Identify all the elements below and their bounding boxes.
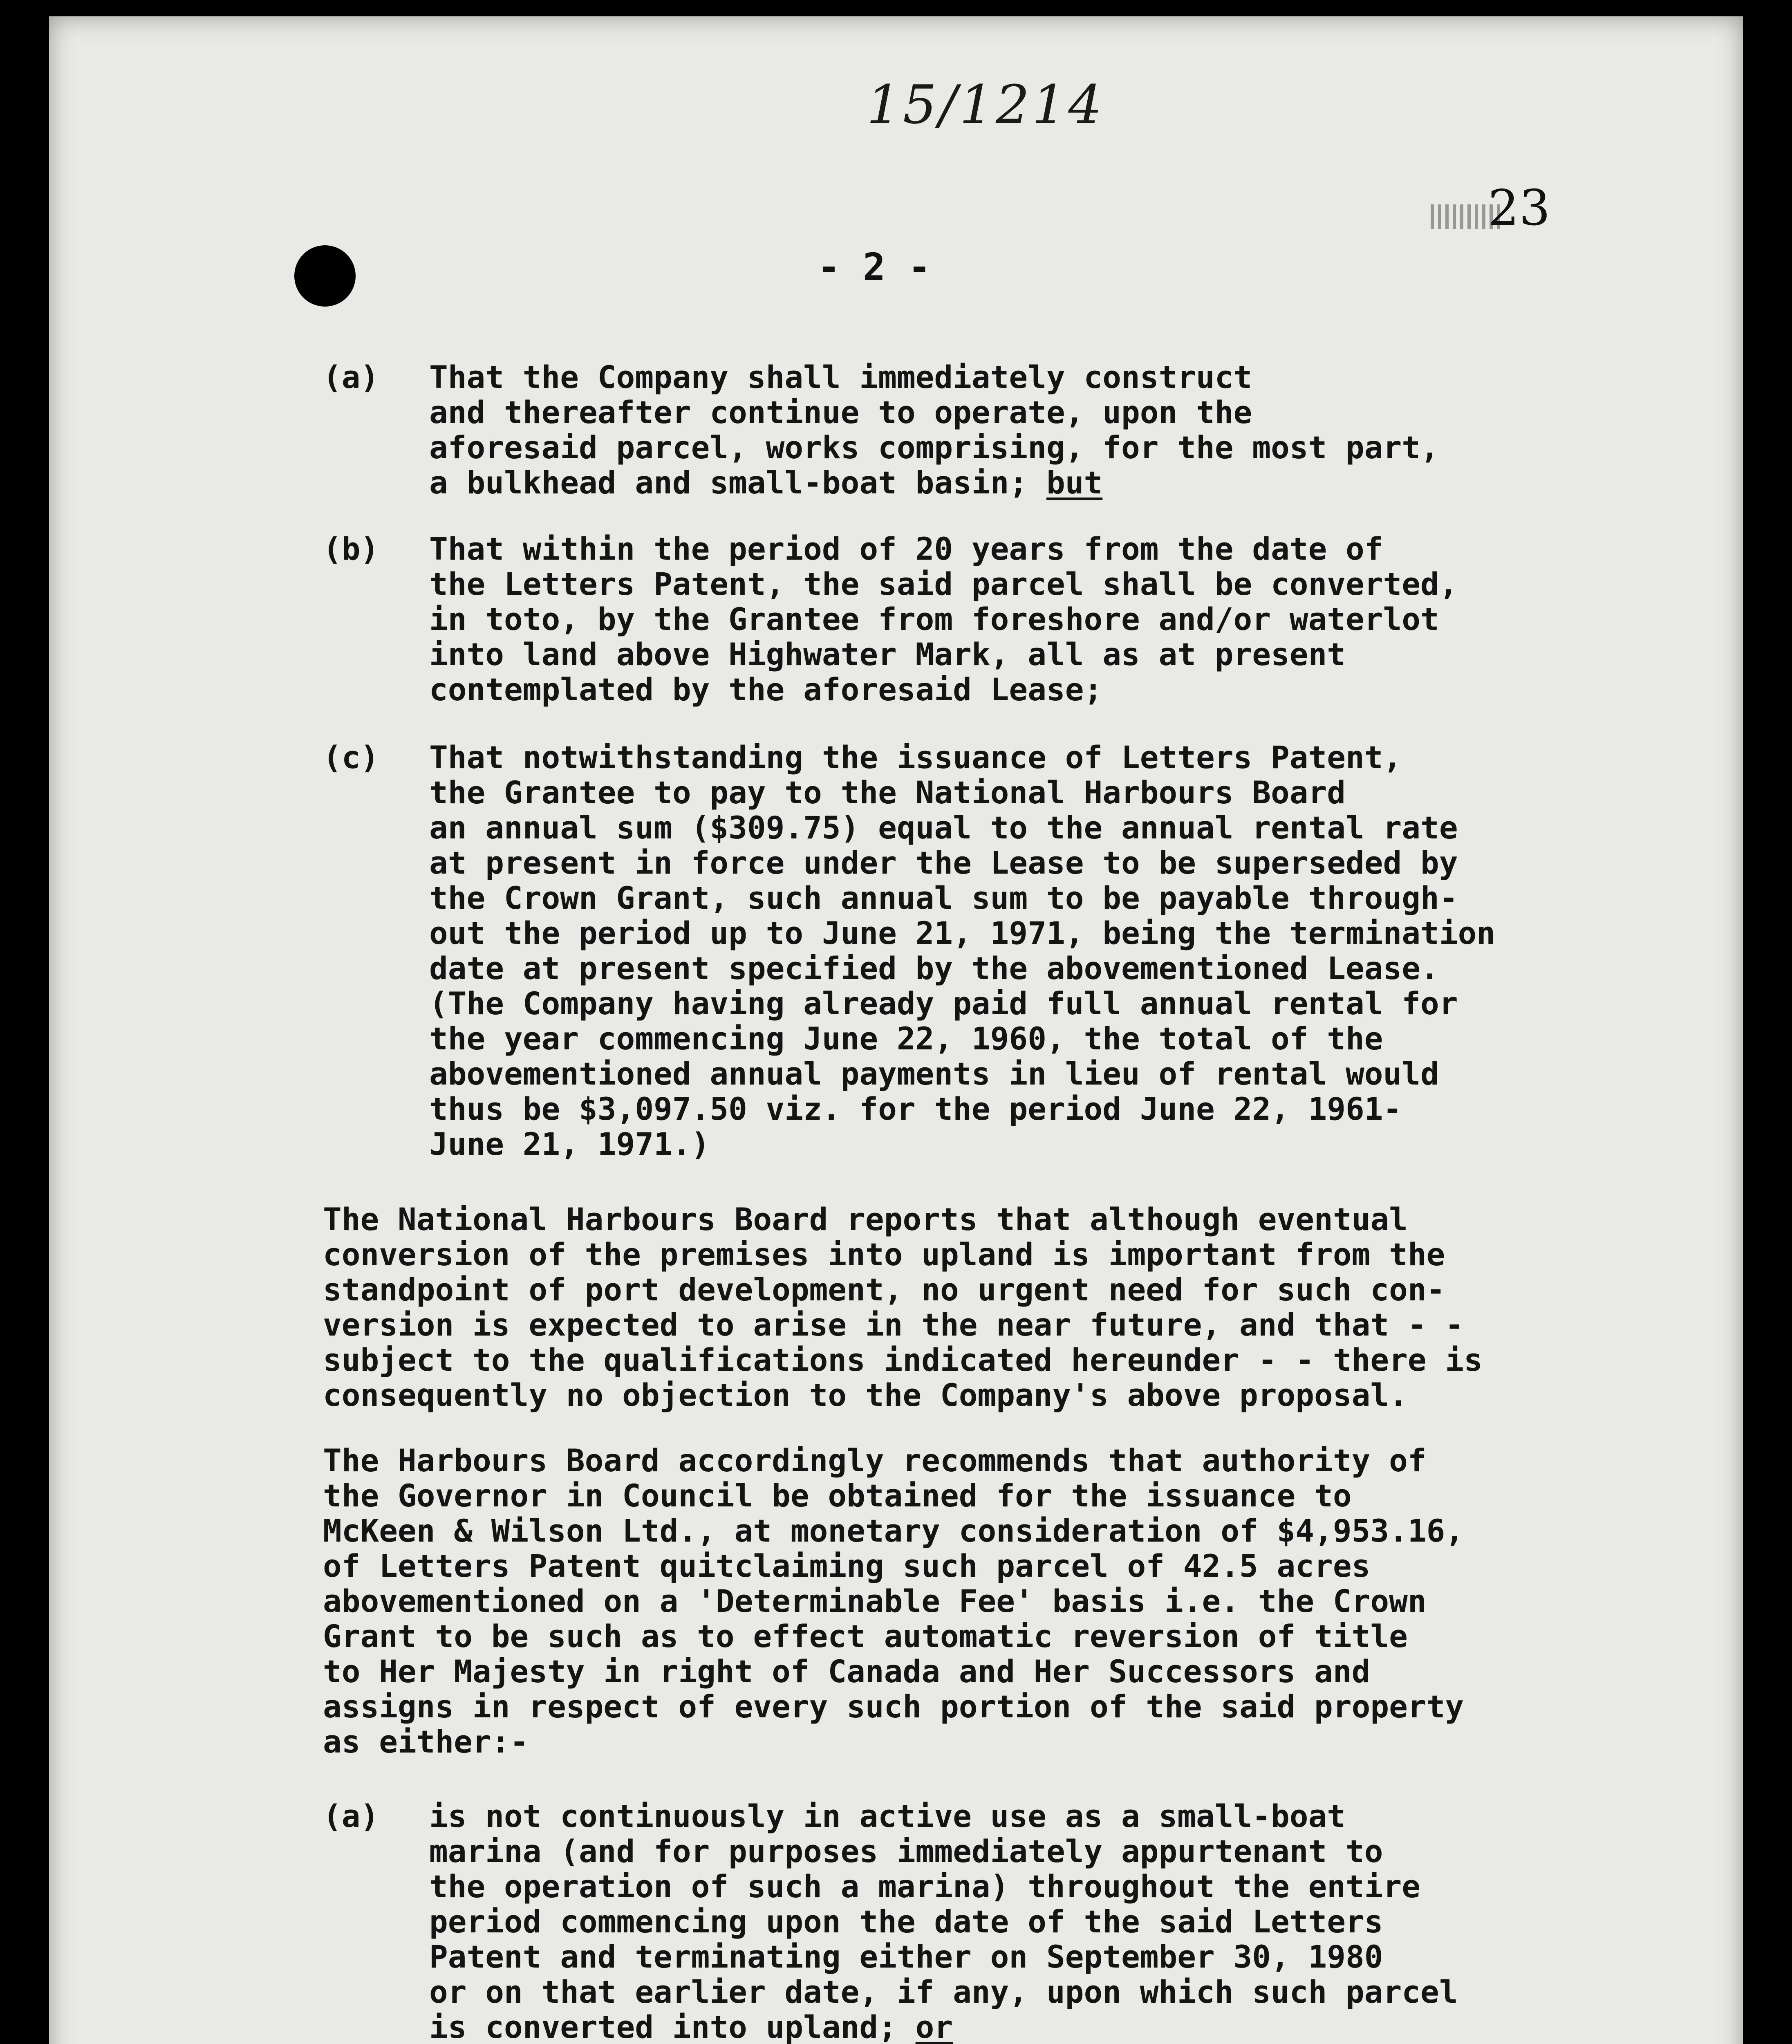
item-line: an annual sum ($309.75) equal to the annual rental rate	[429, 809, 1458, 846]
item-line: or on that earlier date, if any, upon which such parcel	[429, 1974, 1458, 2010]
paragraph-line: The Harbours Board accordingly recommends that authority of	[323, 1442, 1427, 1479]
item-line: contemplated by the aforesaid Lease;	[429, 671, 1103, 708]
item-line: and thereafter continue to operate, upon the	[429, 394, 1252, 430]
underlined-conjunction: but	[1046, 464, 1103, 501]
paragraph-recommendation	[323, 1443, 1651, 1759]
item-line: is not continuously in active use as a small-boat	[429, 1798, 1346, 1834]
paragraph-line: of Letters Patent quitclaiming such parcel of 42.5 acres	[323, 1548, 1371, 1584]
handwritten-file-reference: 15/1214	[867, 74, 1105, 136]
item-line: is converted into upland;	[429, 2009, 897, 2044]
paragraph-report	[323, 1202, 1651, 1413]
paragraph-line: as either:-	[323, 1724, 529, 1760]
paragraph-line: conversion of the premises into upland is important from the	[323, 1236, 1445, 1273]
paragraph-line: abovementioned on a 'Determinable Fee' basis i.e. the Crown	[323, 1583, 1427, 1619]
item-line: That within the period of 20 years from the date of	[429, 531, 1383, 567]
item-line: That notwithstanding the issuance of Letters Patent,	[429, 739, 1402, 775]
item-line: the Grantee to pay to the National Harbours Board	[429, 774, 1346, 811]
item-line: (The Company having already paid full annual rental for	[429, 985, 1458, 1022]
item-body	[429, 740, 1495, 1162]
item-line: That the Company shall immediately construct	[429, 359, 1252, 395]
punch-hole	[294, 245, 356, 307]
item-line: thus be $3,097.50 viz. for the period June 22, 1961-	[429, 1091, 1402, 1127]
item-label: (b)	[323, 531, 379, 567]
item-line: Patent and terminating either on September 30, 1980	[429, 1939, 1383, 1975]
paragraph-line: version is expected to arise in the near future, and that - -	[323, 1307, 1464, 1343]
item-line: date at present specified by the abovementioned Lease.	[429, 950, 1439, 986]
item-body	[429, 531, 1458, 707]
paragraph-line: Grant to be such as to effect automatic reversion of title	[323, 1618, 1408, 1654]
item-line: a bulkhead and small-boat basin;	[429, 464, 1028, 501]
item-label: (c)	[323, 739, 379, 775]
item-line: aforesaid parcel, works comprising, for the most part,	[429, 429, 1439, 466]
item-line: the operation of such a marina) throughout the entire	[429, 1868, 1421, 1905]
item-line: the Letters Patent, the said parcel shall be converted,	[429, 566, 1458, 602]
item-body	[429, 360, 1439, 500]
item-line: abovementioned annual payments in lieu of rental would	[429, 1056, 1439, 1092]
item-body	[429, 1799, 1458, 2044]
item-line: period commencing upon the date of the said Letters	[429, 1903, 1383, 1940]
item-line: out the period up to June 21, 1971, being the termination	[429, 915, 1496, 951]
item-line: marina (and for purposes immediately appurtenant to	[429, 1833, 1383, 1869]
paragraph-line: The National Harbours Board reports that although eventual	[323, 1201, 1408, 1237]
paragraph-line: to Her Majesty in right of Canada and Her Successors and	[323, 1653, 1371, 1690]
paragraph-line: assigns in respect of every such portion of the said property	[323, 1688, 1464, 1725]
item-label: (a)	[323, 359, 379, 395]
paragraph-line: McKeen & Wilson Ltd., at monetary consideration of $4,953.16,	[323, 1513, 1464, 1549]
paragraph-line: standpoint of port development, no urgent need for such con-	[323, 1271, 1445, 1308]
underlined-conjunction: or	[915, 2009, 953, 2044]
item-line: into land above Highwater Mark, all as at present	[429, 636, 1346, 672]
paragraph-line: consequently no objection to the Company's above proposal.	[323, 1377, 1408, 1413]
paragraph-line: subject to the qualifications indicated hereunder - - there is	[323, 1342, 1483, 1378]
item-line: at present in force under the Lease to be superseded by	[429, 845, 1458, 881]
page-number-stamp: 23	[1488, 180, 1550, 237]
item-line: in toto, by the Grantee from foreshore and/or waterlot	[429, 601, 1439, 637]
paragraph-line: the Governor in Council be obtained for the issuance to	[323, 1477, 1352, 1514]
item-line: the year commencing June 22, 1960, the total of the	[429, 1020, 1383, 1057]
item-label: (a)	[323, 1798, 379, 1834]
item-line: June 21, 1971.)	[429, 1126, 710, 1162]
item-line: the Crown Grant, such annual sum to be payable through-	[429, 880, 1458, 916]
page-header: - 2 -	[818, 245, 931, 289]
